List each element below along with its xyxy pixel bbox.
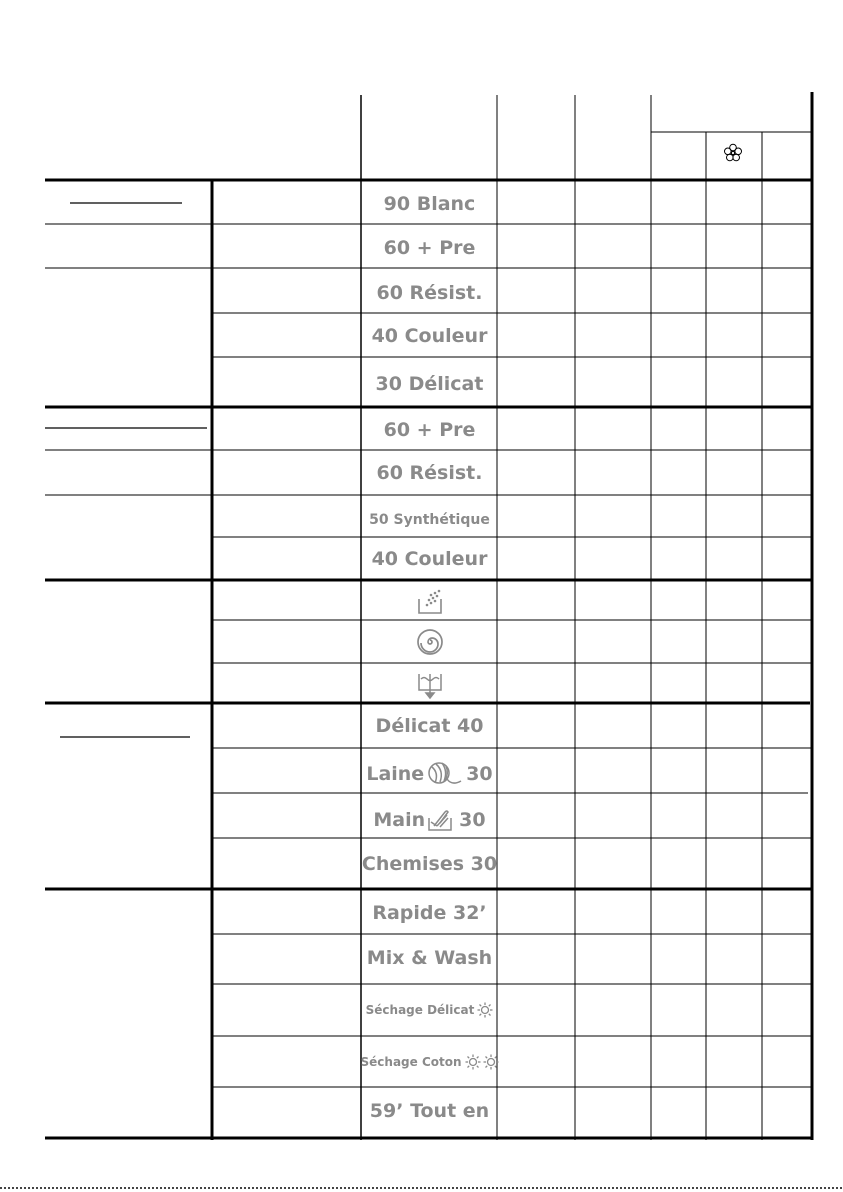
program-cell: [362, 580, 497, 624]
page-edge-dots: [0, 1187, 843, 1189]
program-cell: [362, 271, 497, 315]
drain-tub-icon: [416, 668, 444, 700]
program-cell: [362, 408, 497, 452]
program-cell: [362, 798, 497, 842]
program-cell: [362, 182, 497, 226]
program-label: 60 Résist.: [376, 462, 483, 484]
program-cell: [362, 704, 497, 748]
program-label: 60 Résist.: [376, 282, 483, 304]
program-label: 50 Synthétique: [369, 512, 490, 528]
program-label: 60 + Pre: [383, 419, 476, 441]
program-cell: [362, 451, 497, 495]
program-label: 90 Blanc: [383, 193, 476, 215]
program-label: Chemises 30: [361, 853, 498, 875]
spin-spiral-icon: [416, 628, 444, 656]
program-label: Mix & Wash: [366, 947, 493, 969]
program-label: Main: [373, 809, 426, 831]
program-label: Séchage Coton: [360, 1055, 462, 1069]
program-temp: 30: [466, 763, 493, 785]
rinse-shower-icon: [415, 587, 445, 617]
program-cell: [362, 1040, 497, 1084]
program-label: Séchage Délicat: [365, 1003, 475, 1017]
program-cell: [362, 537, 497, 581]
program-cell: [362, 842, 497, 886]
program-label: Délicat 40: [375, 715, 484, 737]
program-temp: 30: [459, 809, 486, 831]
program-cell: [362, 988, 497, 1032]
program-cell: [362, 936, 497, 980]
program-cell: [362, 314, 497, 358]
program-label: 40 Couleur: [371, 548, 488, 570]
program-cell: [362, 362, 497, 406]
program-cell: [362, 1089, 497, 1133]
program-label: 59’ Tout en: [369, 1100, 490, 1122]
program-cell: [362, 891, 497, 935]
sun-icon: [477, 1002, 493, 1018]
program-cell: [362, 662, 497, 706]
program-label: 40 Couleur: [371, 325, 488, 347]
hand-wash-icon: [427, 806, 455, 834]
program-label: Rapide 32’: [372, 902, 487, 924]
flower-icon: [725, 144, 742, 161]
program-cell: [362, 620, 497, 664]
double-sun-icon: [465, 1054, 499, 1070]
wool-yarn-icon: [426, 758, 462, 790]
program-cell: [362, 226, 497, 270]
program-label: Laine: [366, 763, 425, 785]
program-label: 60 + Pre: [383, 237, 476, 259]
program-cell: [362, 752, 497, 796]
program-cell: [362, 498, 497, 542]
program-label: 30 Délicat: [375, 373, 484, 395]
